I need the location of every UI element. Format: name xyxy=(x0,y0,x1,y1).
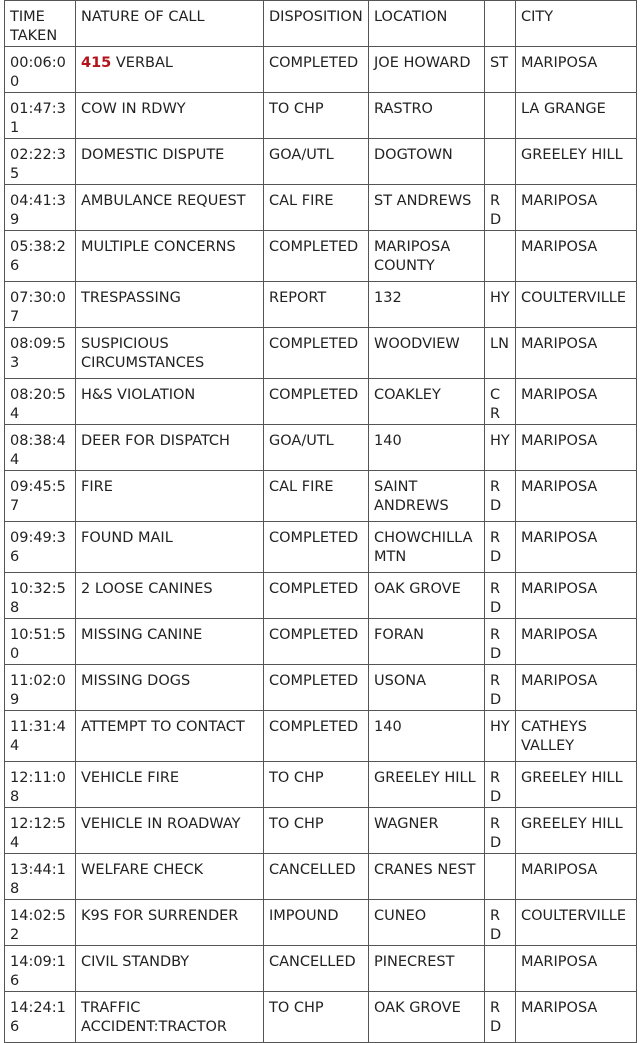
cell-disposition: COMPLETED xyxy=(264,231,369,282)
table-row xyxy=(5,47,637,93)
cell-suffix: RD xyxy=(485,808,516,854)
nature-text: COW IN RDWY xyxy=(81,101,186,117)
nature-text: SUSPICIOUS CIRCUMSTANCES xyxy=(81,336,205,371)
cell-city: MARIPOSA xyxy=(516,573,637,619)
table-row xyxy=(5,854,637,900)
cell-time: 02:22:35 xyxy=(5,139,76,185)
cell-city: MARIPOSA xyxy=(516,425,637,471)
cell-nature xyxy=(76,854,264,900)
cell-city: MARIPOSA xyxy=(516,379,637,425)
cell-nature xyxy=(76,992,264,1043)
nature-text: MULTIPLE CONCERNS xyxy=(81,239,236,255)
cell-nature xyxy=(76,665,264,711)
cell-nature xyxy=(76,282,264,328)
cell-disposition: COMPLETED xyxy=(264,379,369,425)
cell-nature xyxy=(76,762,264,808)
nature-text: FOUND MAIL xyxy=(81,530,173,546)
cell-location: OAK GROVE xyxy=(369,992,485,1043)
cell-time: 14:24:16 xyxy=(5,992,76,1043)
cell-location: RASTRO xyxy=(369,93,485,139)
cell-location: GREELEY HILL xyxy=(369,762,485,808)
cell-suffix xyxy=(485,139,516,185)
table-row xyxy=(5,711,637,762)
cell-nature xyxy=(76,139,264,185)
cell-disposition: REPORT xyxy=(264,282,369,328)
table-row xyxy=(5,946,637,992)
table-row xyxy=(5,231,637,282)
table-row xyxy=(5,425,637,471)
cell-time: 14:02:52 xyxy=(5,900,76,946)
cell-disposition: TO CHP xyxy=(264,93,369,139)
table-row xyxy=(5,619,637,665)
cell-suffix xyxy=(485,231,516,282)
cell-suffix: RD xyxy=(485,900,516,946)
cell-disposition: COMPLETED xyxy=(264,328,369,379)
table-row xyxy=(5,992,637,1043)
cell-time: 01:47:31 xyxy=(5,93,76,139)
cell-location: CHOWCHILLA MTN xyxy=(369,522,485,573)
cell-disposition: CANCELLED xyxy=(264,946,369,992)
cell-time: 09:45:57 xyxy=(5,471,76,522)
cell-time: 08:09:53 xyxy=(5,328,76,379)
cell-nature xyxy=(76,808,264,854)
cell-city: GREELEY HILL xyxy=(516,139,637,185)
nature-text: WELFARE CHECK xyxy=(81,862,204,878)
header-time: TIME TAKEN xyxy=(5,1,76,47)
cell-suffix: RD xyxy=(485,471,516,522)
cell-disposition: TO CHP xyxy=(264,992,369,1043)
cell-disposition: CANCELLED xyxy=(264,854,369,900)
cell-city: MARIPOSA xyxy=(516,471,637,522)
cell-nature xyxy=(76,425,264,471)
cell-disposition: TO CHP xyxy=(264,808,369,854)
cell-disposition: COMPLETED xyxy=(264,47,369,93)
cell-city: GREELEY HILL xyxy=(516,808,637,854)
cell-time: 12:12:54 xyxy=(5,808,76,854)
table-row xyxy=(5,185,637,231)
table-row xyxy=(5,93,637,139)
cell-nature xyxy=(76,522,264,573)
cell-disposition: COMPLETED xyxy=(264,665,369,711)
nature-text: AMBULANCE REQUEST xyxy=(81,193,246,209)
cell-time: 11:02:09 xyxy=(5,665,76,711)
cell-disposition: CAL FIRE xyxy=(264,471,369,522)
cell-city: MARIPOSA xyxy=(516,619,637,665)
cell-suffix: RD xyxy=(485,665,516,711)
cell-location: 132 xyxy=(369,282,485,328)
cell-suffix: HY xyxy=(485,282,516,328)
cell-disposition: IMPOUND xyxy=(264,900,369,946)
cell-city: MARIPOSA xyxy=(516,854,637,900)
cell-city: MARIPOSA xyxy=(516,665,637,711)
cell-suffix: RD xyxy=(485,522,516,573)
cell-city: MARIPOSA xyxy=(516,522,637,573)
cell-time: 10:51:50 xyxy=(5,619,76,665)
cell-disposition: COMPLETED xyxy=(264,573,369,619)
cell-suffix: RD xyxy=(485,619,516,665)
table-row xyxy=(5,573,637,619)
cell-location: USONA xyxy=(369,665,485,711)
cell-disposition: GOA/UTL xyxy=(264,139,369,185)
cell-location: CUNEO xyxy=(369,900,485,946)
cell-time: 12:11:08 xyxy=(5,762,76,808)
cell-location: OAK GROVE xyxy=(369,573,485,619)
nature-text: K9S FOR SURRENDER xyxy=(81,908,239,924)
cell-city: MARIPOSA xyxy=(516,185,637,231)
table-row xyxy=(5,471,637,522)
cell-disposition: COMPLETED xyxy=(264,711,369,762)
cell-location: WOODVIEW xyxy=(369,328,485,379)
cell-suffix: HY xyxy=(485,711,516,762)
cell-location: 140 xyxy=(369,711,485,762)
nature-text: VERBAL xyxy=(115,55,173,71)
cell-city: COULTERVILLE xyxy=(516,282,637,328)
cell-time: 08:38:44 xyxy=(5,425,76,471)
cell-location: PINECREST xyxy=(369,946,485,992)
cell-suffix xyxy=(485,946,516,992)
cell-city: COULTERVILLE xyxy=(516,900,637,946)
header-location: LOCATION xyxy=(369,1,485,47)
cell-location: JOE HOWARD xyxy=(369,47,485,93)
cell-city: MARIPOSA xyxy=(516,231,637,282)
nature-text: H&S VIOLATION xyxy=(81,387,196,403)
cell-time: 13:44:18 xyxy=(5,854,76,900)
cell-city: MARIPOSA xyxy=(516,328,637,379)
cell-disposition: GOA/UTL xyxy=(264,425,369,471)
cell-nature xyxy=(76,946,264,992)
cell-city: MARIPOSA xyxy=(516,992,637,1043)
table-row xyxy=(5,139,637,185)
cell-nature xyxy=(76,619,264,665)
header-city: CITY xyxy=(516,1,637,47)
header-suffix xyxy=(485,1,516,47)
table-row xyxy=(5,282,637,328)
cell-suffix: CR xyxy=(485,379,516,425)
cell-location: FORAN xyxy=(369,619,485,665)
cell-nature xyxy=(76,328,264,379)
cell-location: 140 xyxy=(369,425,485,471)
cell-location: DOGTOWN xyxy=(369,139,485,185)
cell-time: 05:38:26 xyxy=(5,231,76,282)
cell-disposition: COMPLETED xyxy=(264,522,369,573)
cell-nature xyxy=(76,185,264,231)
cell-location: COAKLEY xyxy=(369,379,485,425)
nature-text: MISSING DOGS xyxy=(81,673,191,689)
cell-city: MARIPOSA xyxy=(516,946,637,992)
nature-text: DEER FOR DISPATCH xyxy=(81,433,230,449)
call-log-table xyxy=(4,0,637,1043)
header-row xyxy=(5,1,637,47)
table-row xyxy=(5,379,637,425)
cell-nature xyxy=(76,231,264,282)
cell-nature xyxy=(76,900,264,946)
nature-text: TRAFFIC ACCIDENT:TRACTOR xyxy=(81,1000,227,1035)
cell-time: 11:31:44 xyxy=(5,711,76,762)
table-row xyxy=(5,522,637,573)
cell-city: LA GRANGE xyxy=(516,93,637,139)
cell-time: 07:30:07 xyxy=(5,282,76,328)
cell-time: 08:20:54 xyxy=(5,379,76,425)
cell-city: MARIPOSA xyxy=(516,47,637,93)
nature-text: ATTEMPT TO CONTACT xyxy=(81,719,245,735)
nature-code: 415 xyxy=(81,55,112,71)
nature-text: MISSING CANINE xyxy=(81,627,203,643)
table-row xyxy=(5,900,637,946)
nature-text: TRESPASSING xyxy=(81,290,181,306)
table-row xyxy=(5,665,637,711)
cell-city: GREELEY HILL xyxy=(516,762,637,808)
cell-location: ST ANDREWS xyxy=(369,185,485,231)
table-row xyxy=(5,328,637,379)
nature-text: VEHICLE IN ROADWAY xyxy=(81,816,241,832)
cell-location: SAINT ANDREWS xyxy=(369,471,485,522)
cell-time: 14:09:16 xyxy=(5,946,76,992)
cell-suffix: RD xyxy=(485,762,516,808)
cell-suffix: RD xyxy=(485,992,516,1043)
cell-time: 04:41:39 xyxy=(5,185,76,231)
nature-text: VEHICLE FIRE xyxy=(81,770,180,786)
table-row xyxy=(5,808,637,854)
cell-time: 09:49:36 xyxy=(5,522,76,573)
cell-nature xyxy=(76,471,264,522)
nature-text: DOMESTIC DISPUTE xyxy=(81,147,225,163)
cell-time: 10:32:58 xyxy=(5,573,76,619)
cell-nature xyxy=(76,93,264,139)
cell-location: CRANES NEST xyxy=(369,854,485,900)
cell-suffix xyxy=(485,93,516,139)
cell-city: CATHEYS VALLEY xyxy=(516,711,637,762)
cell-location: MARIPOSA COUNTY xyxy=(369,231,485,282)
cell-disposition: COMPLETED xyxy=(264,619,369,665)
header-nature: NATURE OF CALL xyxy=(76,1,264,47)
table-row xyxy=(5,762,637,808)
cell-suffix: RD xyxy=(485,185,516,231)
cell-nature xyxy=(76,711,264,762)
cell-suffix xyxy=(485,854,516,900)
cell-suffix: LN xyxy=(485,328,516,379)
nature-text: CIVIL STANDBY xyxy=(81,954,190,970)
cell-disposition: TO CHP xyxy=(264,762,369,808)
nature-text: FIRE xyxy=(81,479,113,495)
header-disposition: DISPOSITION xyxy=(264,1,369,47)
cell-nature xyxy=(76,573,264,619)
cell-nature xyxy=(76,379,264,425)
cell-location: WAGNER xyxy=(369,808,485,854)
cell-disposition: CAL FIRE xyxy=(264,185,369,231)
cell-suffix: RD xyxy=(485,573,516,619)
nature-text: 2 LOOSE CANINES xyxy=(81,581,213,597)
cell-suffix: HY xyxy=(485,425,516,471)
cell-time: 00:06:00 xyxy=(5,47,76,93)
cell-suffix: ST xyxy=(485,47,516,93)
cell-nature xyxy=(76,47,264,93)
